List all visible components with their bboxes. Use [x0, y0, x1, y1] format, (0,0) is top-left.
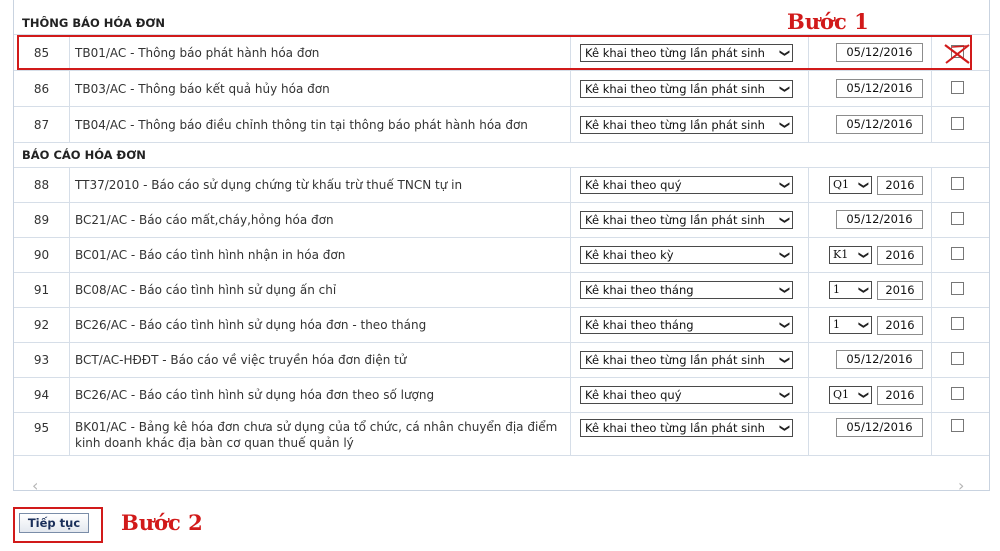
continue-button[interactable]: Tiếp tục	[19, 513, 89, 533]
chevron-down-icon: ❮	[778, 390, 790, 400]
select-checkbox[interactable]	[951, 317, 964, 330]
declaration-table	[13, 0, 990, 495]
form-name: BCT/AC-HĐĐT - Báo cáo về việc truyền hóa đơn điện tử	[75, 353, 407, 367]
row-number: 93	[33, 353, 50, 367]
year-field[interactable]: 2016	[877, 386, 923, 405]
table-row	[14, 273, 989, 308]
date-field[interactable]: 05/12/2016	[836, 115, 923, 134]
select-checkbox[interactable]	[951, 352, 964, 365]
chevron-down-icon: ❮	[857, 180, 869, 190]
row-number: 89	[33, 213, 50, 227]
year-field[interactable]: 2016	[877, 176, 923, 195]
period-select[interactable]: Kê khai theo kỳ ❮	[580, 246, 793, 264]
period-select[interactable]: Kê khai theo quý ❮	[580, 386, 793, 404]
table-row	[14, 71, 989, 107]
row-number: 88	[33, 178, 50, 192]
table-row	[14, 413, 989, 456]
chevron-down-icon: ❮	[778, 320, 790, 330]
row-number: 90	[33, 248, 50, 262]
date-field[interactable]: 05/12/2016	[836, 418, 923, 437]
year-field[interactable]: 2016	[877, 246, 923, 265]
form-name: TT37/2010 - Báo cáo sử dụng chứng từ khấu trừ thuế TNCN tự in	[75, 178, 463, 192]
step1-label: Bước 1	[787, 9, 869, 34]
period-select[interactable]: Kê khai theo từng lần phát sinh ❮	[580, 116, 793, 134]
row-number: 86	[33, 82, 50, 96]
chevron-down-icon: ❮	[778, 84, 790, 94]
date-field[interactable]: 05/12/2016	[836, 350, 923, 369]
select-checkbox[interactable]	[951, 177, 964, 190]
select-checkbox[interactable]	[951, 387, 964, 400]
chevron-down-icon: ❮	[778, 48, 790, 58]
year-field[interactable]: 2016	[877, 281, 923, 300]
row-number: 95	[33, 421, 50, 435]
table-row	[14, 378, 989, 413]
form-name: BK01/AC - Bảng kê hóa đơn chưa sử dụng của tổ chức, cá nhân chuyển địa điểm kinh doanh khác địa bàn cơ quan thuế quản lý	[75, 420, 558, 450]
select-checkbox[interactable]	[951, 81, 964, 94]
select-checkbox[interactable]	[951, 419, 964, 432]
chevron-right-icon[interactable]: ›	[958, 476, 965, 495]
table-row	[14, 238, 989, 273]
row-number: 87	[33, 118, 50, 132]
quarter-select[interactable]: Q1 ❮	[829, 176, 872, 194]
section-header-reports: BÁO CÁO HÓA ĐƠN	[14, 143, 989, 168]
period-select[interactable]: Kê khai theo từng lần phát sinh ❮	[580, 44, 793, 62]
term-select[interactable]: K1 ❮	[829, 246, 872, 264]
form-name: TB04/AC - Thông báo điều chỉnh thông tin tại thông báo phát hành hóa đơn	[75, 118, 528, 132]
table-row	[14, 343, 989, 378]
period-select[interactable]: Kê khai theo tháng ❮	[580, 281, 793, 299]
chevron-down-icon: ❮	[857, 250, 869, 260]
date-field[interactable]: 05/12/2016	[836, 43, 923, 62]
chevron-left-icon[interactable]: ‹	[32, 476, 39, 495]
select-checkbox[interactable]	[951, 212, 964, 225]
period-select[interactable]: Kê khai theo tháng ❮	[580, 316, 793, 334]
date-field[interactable]: 05/12/2016	[836, 210, 923, 229]
table-row	[14, 308, 989, 343]
form-name: BC26/AC - Báo cáo tình hình sử dụng hóa đơn theo số lượng	[75, 388, 435, 402]
chevron-down-icon: ❮	[857, 285, 869, 295]
section-header-notifications: THÔNG BÁO HÓA ĐƠN	[14, 0, 989, 35]
chevron-down-icon: ❮	[778, 285, 790, 295]
year-field[interactable]: 2016	[877, 316, 923, 335]
period-select[interactable]: Kê khai theo từng lần phát sinh ❮	[580, 211, 793, 229]
month-select[interactable]: 1 ❮	[829, 316, 872, 334]
row-number: 94	[33, 388, 50, 402]
chevron-down-icon: ❮	[857, 320, 869, 330]
chevron-down-icon: ❮	[778, 180, 790, 190]
chevron-down-icon: ❮	[857, 390, 869, 400]
chevron-down-icon: ❮	[778, 215, 790, 225]
step1-highlight	[17, 35, 972, 70]
table-row	[14, 107, 989, 143]
select-checkbox[interactable]	[951, 282, 964, 295]
form-name: BC01/AC - Báo cáo tình hình nhận in hóa đơn	[75, 248, 346, 262]
form-name: BC08/AC - Báo cáo tình hình sử dụng ấn chỉ	[75, 283, 337, 297]
quarter-select[interactable]: Q1 ❮	[829, 386, 872, 404]
period-select[interactable]: Kê khai theo từng lần phát sinh ❮	[580, 419, 793, 437]
select-checkbox[interactable]	[951, 247, 964, 260]
select-checkbox[interactable]	[951, 117, 964, 130]
form-name: BC21/AC - Báo cáo mất,cháy,hỏng hóa đơn	[75, 213, 334, 227]
form-name: TB01/AC - Thông báo phát hành hóa đơn	[75, 46, 320, 60]
period-select[interactable]: Kê khai theo từng lần phát sinh ❮	[580, 80, 793, 98]
step2-label: Bước 2	[121, 510, 203, 535]
date-field[interactable]: 05/12/2016	[836, 79, 923, 98]
row-number: 91	[33, 283, 50, 297]
row-number: 85	[33, 46, 50, 60]
form-name: BC26/AC - Báo cáo tình hình sử dụng hóa đơn - theo tháng	[75, 318, 427, 332]
chevron-down-icon: ❮	[778, 250, 790, 260]
form-name: TB03/AC - Thông báo kết quả hủy hóa đơn	[75, 82, 330, 96]
period-select[interactable]: Kê khai theo từng lần phát sinh ❮	[580, 351, 793, 369]
chevron-down-icon: ❮	[778, 423, 790, 433]
period-select[interactable]: Kê khai theo quý ❮	[580, 176, 793, 194]
table-row	[14, 168, 989, 203]
chevron-down-icon: ❮	[778, 355, 790, 365]
month-select[interactable]: 1 ❮	[829, 281, 872, 299]
chevron-down-icon: ❮	[778, 120, 790, 130]
row-number: 92	[33, 318, 50, 332]
table-row	[14, 203, 989, 238]
